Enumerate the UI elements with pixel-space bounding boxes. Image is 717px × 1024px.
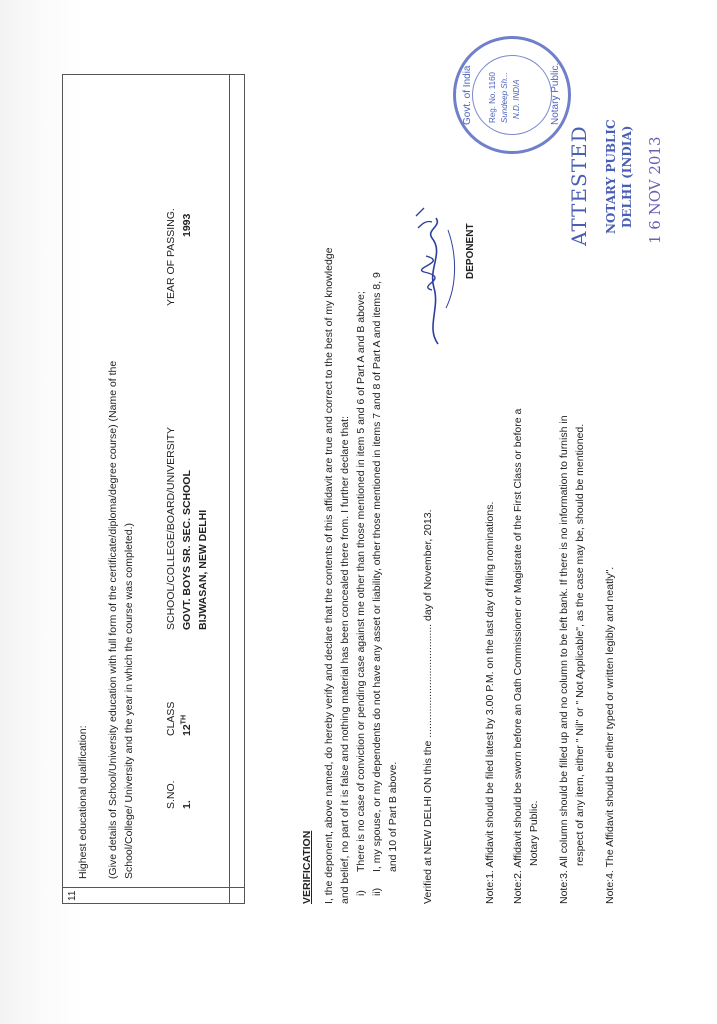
- col-class-header: CLASS: [165, 701, 177, 736]
- verification-para-line2: and belief, no part of it is false and nothing material has been concealed there from. I further declare that:: [339, 416, 351, 904]
- item1-marker: i): [355, 890, 367, 896]
- note-3-line1: Note:3. All column should be filled up and no column to be left bank. If there is no information to furnish in: [558, 415, 570, 904]
- verification-para-line1: I, the deponent, above named, do hereby verify and declare that the contents of this affidavit are true and correct to the best of my knowledge: [323, 247, 335, 904]
- deponent-label: DEPONENT: [465, 223, 476, 279]
- seal-place-text: N.D. INDIA: [512, 79, 521, 119]
- attested-stamp: ATTESTED: [567, 125, 591, 246]
- item2-marker: ii): [371, 887, 383, 896]
- verification-heading: VERIFICATION: [301, 830, 313, 904]
- row-school-line2: BIJWASAN, NEW DELHI: [197, 509, 209, 630]
- seal-name-text: Sundeep Sh...: [500, 72, 509, 123]
- note-3-line2: respect of any item, either " Nil" or " Not Applicable", as the case may be, should be mentioned.: [574, 423, 586, 866]
- date-stamp: 1 6 NOV 2013: [646, 136, 664, 244]
- table-bottom-row: [229, 75, 244, 903]
- col-school-header: SCHOOL/COLLEGE/BOARD/UNIVERSITY: [165, 426, 177, 630]
- col-year-header: YEAR OF PASSING.: [165, 208, 177, 306]
- seal-reg-text: Reg. No. 1160: [488, 72, 497, 123]
- item2-line1: I, my spouse, or my dependents do not have any asset or liability, other those mentioned in items 7 and 8 of Part A and items 8, 9: [371, 272, 383, 872]
- row-school-line1: GOVT. BOYS SR. SEC. SCHOOL: [181, 470, 193, 630]
- row-number: 11: [67, 890, 78, 901]
- notary-public-stamp-line1: NOTARY PUBLIC: [604, 119, 618, 234]
- col-sno-header: S.NO.: [165, 780, 177, 809]
- note-1: Note:1. Affidavit should be filed latest by 3.00 P.M. on the last day of filing nominations.: [484, 501, 496, 904]
- seal-top-text: Govt. of India: [462, 65, 473, 125]
- row-sno: 1.: [181, 800, 193, 809]
- row-class-value: 12: [181, 724, 193, 736]
- row-year: 1993: [181, 213, 193, 237]
- item1-text: There is no case of conviction or pending case against me other than those mentioned in item 5 and 6 of Part A and B above;: [355, 291, 367, 872]
- note-2-line2: Notary Public.: [528, 800, 540, 866]
- qualification-instruction-line1: (Give details of School/University education with full form of the certificate/diploma/degree course) (Name of the: [107, 360, 119, 879]
- row-number-column: [63, 887, 244, 903]
- note-4: Note:4. The Affidavit should be either typed or written legibly and neatly".: [604, 566, 616, 904]
- qualification-instruction-line2: School/College/ University and the year in which the course was completed.): [123, 522, 135, 879]
- row-class-sup: TH: [180, 714, 188, 725]
- notary-public-stamp-line2: DELHI (INDIA): [620, 125, 634, 228]
- qualification-heading: Highest educational qualification:: [77, 725, 89, 879]
- verified-at-line: Verified at NEW DELHI ON this the ....................................... day of November, 2013.: [422, 509, 434, 904]
- notary-round-seal: [453, 36, 571, 154]
- deponent-signature: [396, 198, 466, 348]
- seal-bottom-text: Notary Public.: [550, 62, 561, 125]
- item2-line2: and 10 of Part B above.: [387, 761, 399, 872]
- note-2-line1: Note:2. Affidavit should be sworn before an Oath Commissioner or Magistrate of the First Class or before a: [512, 408, 524, 904]
- row-class: [179, 715, 195, 736]
